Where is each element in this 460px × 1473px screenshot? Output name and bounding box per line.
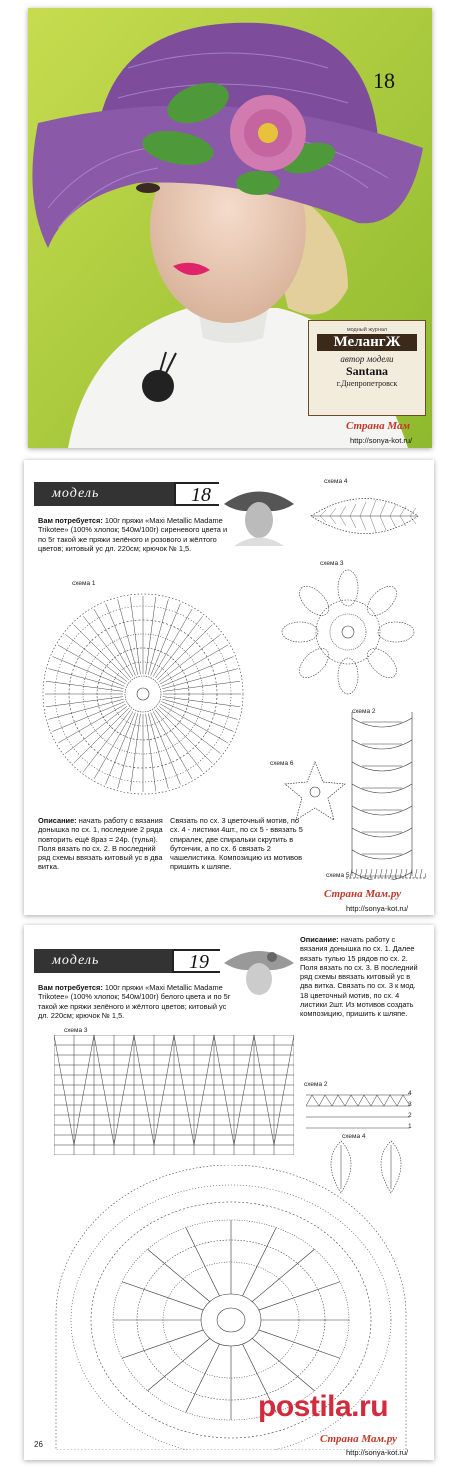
scheme-3-label: схема 3 [64,1027,88,1034]
scheme-5-label: схема 5 [326,872,350,879]
photo-number: 18 [373,68,395,93]
scheme-5-diagram [346,866,426,884]
watermark-url: http://sonya-kot.ru/ [346,1448,409,1457]
model-number: 19 [172,949,226,973]
postila-text: postila.ru [258,1390,389,1423]
scheme-3-diagram [268,564,428,699]
scheme-4-diagram [306,486,424,546]
author-label: автор модели [340,354,394,364]
model-label: модель [34,949,182,973]
description-text: начать работу с вязания донышка по сх. 1. Далее вязать тулью 15 рядов по сх. 2. Поля вязать по сх. 3. В последний ряд схемы ввязать китовый ус в два витка. Связать по сх. 3 к мод. 18 цветочный мотив, по сх. 4 листики 2шт. Из мотивов создать композицию, пришить к шляпе. [300,935,418,1019]
magazine-brand: МелангЖ [317,334,417,351]
watermark-brand: Страна Мам.ру [324,888,402,900]
watermark-brand: Страна Мам.ру [320,1433,398,1445]
author-city: г.Днепропетровск [336,379,398,388]
scheme-2-label: схема 2 [304,1081,328,1088]
description-right: Связать по сх. 3 цветочный мотив, по сх. 4 - листики 4шт., по сх 5 - ввязать 5 спиралек, две спиральки скрутить в бутончик, а по сх. 6 связать 2 чашелистика. Композицию из мотивов пришить к шляпе. [170,816,303,872]
scheme-3-diagram [54,1035,294,1155]
description-left-text: начать работу с вязания донышка по сх. 1, последние 2 ряда повторить ещё 8раз = 24р. (тулья). Поля вязать по сх. 2. В последний ряд схемы ввязать китовый ус в два витка. [38,816,163,872]
description-title: Описание: [38,816,77,825]
materials-title: Вам потребуется: [38,516,103,525]
model-19-panel [24,925,434,1460]
materials [38,516,234,553]
watermark-url: http://sonya-kot.ru/ [350,436,413,445]
hat-photo-panel [28,8,432,448]
materials-text: 100г пряжи «Maxi Metallic Madame Trikotee» (100% хлопок; 540м/100г) сиреневого цвета и по 5г такой же пряжи зелёного и розового и жёлтого цветов; китовый ус дл. 220см; крючок № 1,5. [38,516,228,553]
description-left [38,816,166,872]
magazine-line: модный журнал [346,327,388,333]
scheme-2-label: схема 2 [352,708,376,715]
row-number-3: 3 [408,1101,412,1108]
row-number-4: 4 [408,1090,412,1097]
row-number-1: 1 [408,1123,412,1130]
materials-text: 100г пряжи «Maxi Metallic Madame Trikotee» (100% хлопок; 540м/100г) белого цвета и по 5г такой же пряжи зелёного и жёлтого цветов; китовый ус дл. 220см; крючок № 1,5. [38,983,231,1020]
model-number: 18 [174,482,228,506]
scheme-6-diagram [282,760,348,822]
model-label: модель [34,482,182,506]
scheme-1-label: схема 1 [72,580,96,587]
scheme-3-label: схема 3 [320,560,344,567]
watermark-brand: Страна Мам [346,420,411,432]
scheme-2-diagram [306,1089,410,1137]
scheme-4-label: схема 4 [324,478,348,485]
scheme-4-label: схема 4 [342,1133,366,1140]
row-number-2: 2 [408,1112,412,1119]
scheme-2-diagram [342,708,422,880]
magazine-label [308,320,426,416]
scheme-1-diagram [38,584,248,804]
model-18-panel [24,460,434,915]
author-name: Santana [345,364,389,378]
page-number: 26 [34,1440,43,1449]
materials-title: Вам потребуется: [38,983,103,992]
watermark-url: http://sonya-kot.ru/ [346,904,409,913]
materials [38,983,234,1020]
description-title: Описание: [300,935,339,944]
description [300,935,424,1019]
postila-logo [258,1390,388,1424]
scheme-6-label: схема 6 [270,760,294,767]
